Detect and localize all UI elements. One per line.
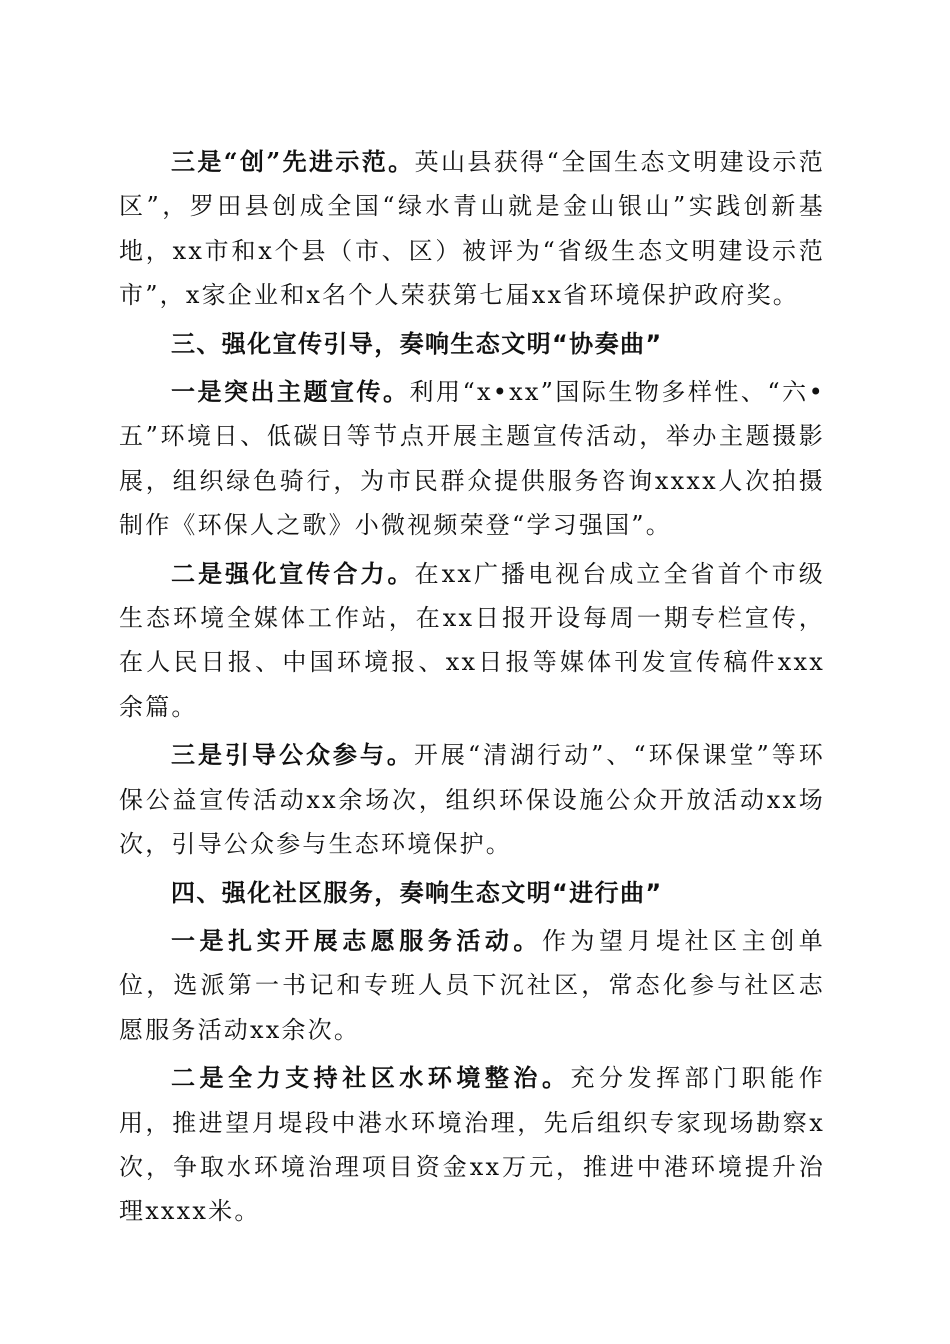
paragraph-lead: 一是突出主题宣传。: [171, 377, 410, 407]
paragraph-text: 充分发挥部门职能作用，推进望月堤段中港水环境治理，先后组织专家现场勘察x次，争取水环境治理项目资金xx万元，推进中港环境提升治理xxxx米。: [119, 1064, 825, 1226]
paragraph-text: 在xx广播电视台成立全省首个市级生态环境全媒体工作站，在xx日报开设每周一期专栏宣传，在人民日报、中国环境报、xx日报等媒体刊发宣传稿件xxx余篇。: [119, 559, 825, 721]
paragraph-lead: 一是扎实开展志愿服务活动。: [171, 925, 542, 955]
paragraph-text: 作为望月堤社区主创单位，选派第一书记和专班人员下沉社区，常态化参与社区志愿服务活动xx余次。: [119, 926, 825, 1044]
paragraph-lead: 二是强化宣传合力。: [171, 558, 415, 588]
paragraph-public-participation: [119, 733, 825, 866]
paragraph-lead: 二是全力支持社区水环境整治。: [171, 1063, 571, 1093]
paragraph-publicity-synergy: [119, 552, 825, 730]
document-body: [119, 140, 825, 1238]
section-heading-publicity: 三、强化宣传引导，奏响生态文明“协奏曲”: [171, 329, 663, 358]
paragraph-theme-publicity: [119, 370, 825, 548]
paragraph-create-demonstration: [119, 140, 825, 318]
paragraph-lead: 三是“创”先进示范。: [171, 147, 415, 176]
paragraph-water-environment: [119, 1056, 825, 1234]
paragraph-volunteer-service: [119, 919, 825, 1052]
paragraph-text: 英山县获得“全国生态文明建设示范区”，罗田县创成全国“绿水青山就是金山银山”实践创新基地，xx市和x个县（市、区）被评为“省级生态文明建设示范市”，x家企业和x名个人荣获第七届xx省环境保护政府奖。: [119, 148, 825, 310]
paragraph-text: 利用“x•xx”国际生物多样性、“六•五”环境日、低碳日等节点开展主题宣传活动，举办主题摄影展，组织绿色骑行，为市民群众提供服务咨询xxxx人次拍摄制作《环保人之歌》小微视频荣登“学习强国”。: [119, 378, 825, 540]
paragraph-text: 开展“清湖行动”、“环保课堂”等环保公益宣传活动xx余场次，组织环保设施公众开放活动xx场次，引导公众参与生态环境保护。: [119, 741, 825, 859]
paragraph-lead: 三是引导公众参与。: [171, 740, 414, 770]
section-heading-community: 四、强化社区服务，奏响生态文明“进行曲”: [171, 878, 663, 907]
